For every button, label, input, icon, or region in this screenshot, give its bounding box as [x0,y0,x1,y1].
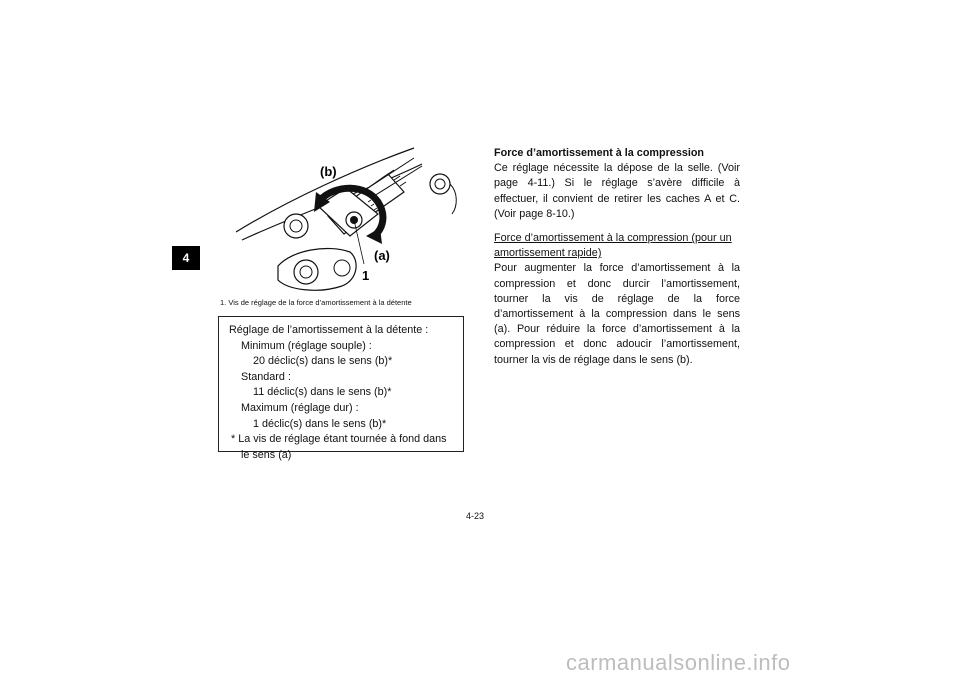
spec-min-value: 20 déclic(s) dans le sens (b)* [253,355,393,368]
shock-absorber-drawing [218,140,464,296]
spec-std-label: Standard : [241,370,291,383]
figure-caption: 1. Vis de réglage de la force d’amortissement à la détente [220,298,412,307]
spec-min-label: Minimum (réglage souple) : [241,339,372,352]
compression-damping-section [494,146,740,368]
spec-max-value: 1 déclic(s) dans le sens (b)* [253,417,387,430]
section-body: Pour augmenter la force d’amortissement à la compression et donc durcir l’amortissement, tourner la vis de réglage de la force d’amortissement à la compression dans le sens (a). Pour réduire la force d’amortissement à la compression et donc adoucir l’amortissement, tourner la vis de réglage dans le sens (b). [494,262,740,366]
section-intro: Ce réglage nécessite la dépose de la selle. (Voir page 4-11.) Si le réglage s’avère difficile à effectuer, il convient de retirer les caches A et C. (Voir page 8-10.) [494,162,740,220]
page-number: 4-23 [466,511,485,521]
specification-box [218,316,464,461]
label-1: 1 [362,268,370,283]
label-a: (a) [374,248,390,263]
shock-absorber-illustration [218,140,464,296]
section-subheading: Force d’amortissement à la compression (pour un amortissement rapide) [494,232,732,260]
section-heading: Force d’amortissement à la compression [494,147,705,159]
spec-title: Réglage de l’amortissement à la détente : [229,324,429,336]
spec-std-value: 11 déclic(s) dans le sens (b)* [253,386,392,399]
spec-max-label: Maximum (réglage dur) : [241,401,359,414]
chapter-tab: 4 [172,246,200,270]
label-b: (b) [320,164,337,179]
watermark: carmanualsonline.info [566,650,791,675]
spec-footnote: * La vis de réglage étant tournée à fond dans le sens (a) [231,433,447,461]
